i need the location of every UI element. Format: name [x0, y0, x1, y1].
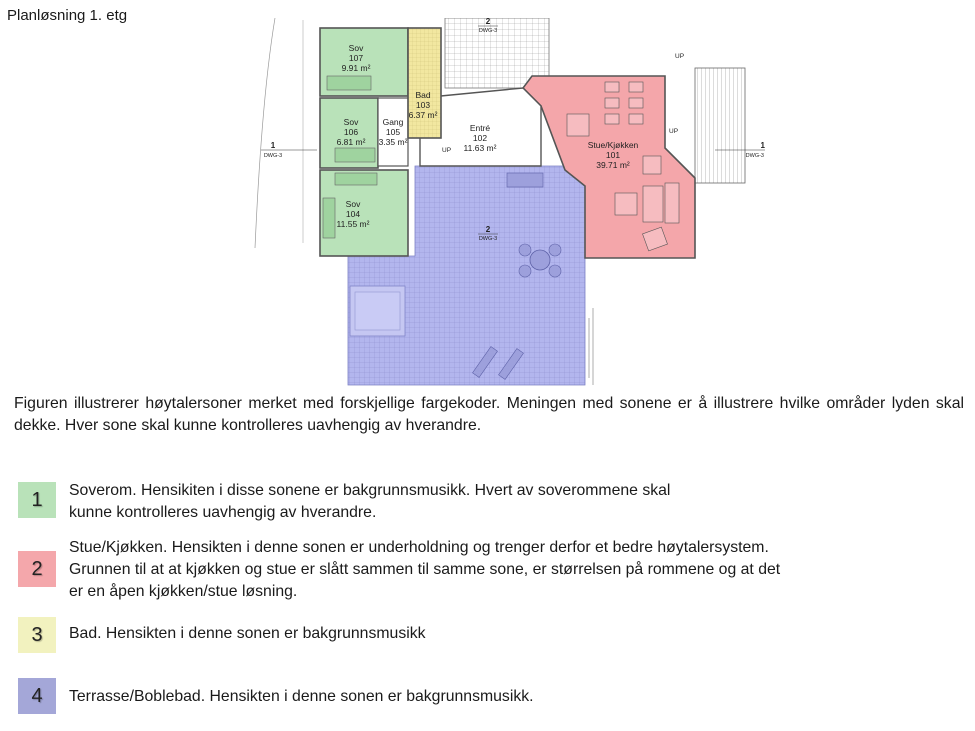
- room-name: Bad: [415, 90, 431, 100]
- zone-text-2: [69, 537, 780, 603]
- bathroom-103: [408, 28, 441, 138]
- zone-2-line-3: er en åpen kjøkken/stue løsning.: [69, 583, 298, 600]
- svg-text:1: 1: [270, 141, 276, 150]
- room-area: 6.81 m²: [336, 137, 366, 147]
- svg-text:1: 1: [760, 141, 765, 150]
- room-area: 39.71 m²: [596, 160, 630, 170]
- section-marker-left: [261, 141, 317, 159]
- room-area: 11.55 m²: [336, 219, 370, 229]
- room-name: Sov: [348, 43, 364, 53]
- zone-swatch-4: 4: [18, 678, 56, 714]
- room-name: Entré: [469, 123, 491, 133]
- room-number: 103: [415, 100, 431, 110]
- room-name: Sov: [345, 199, 361, 209]
- room-number: 106: [343, 127, 359, 137]
- room-area: 6.37 m²: [408, 110, 438, 120]
- right-deck: [695, 68, 745, 183]
- room-number: 105: [385, 127, 401, 137]
- room-name: Sov: [343, 117, 359, 127]
- svg-text:DWG-3: DWG-3: [263, 153, 283, 159]
- room-name: Gang: [382, 117, 404, 127]
- zone-2-line-1: Stue/Kjøkken. Hensikten i denne sonen er underholdning og trenger derfor et bedre høytalersystem.: [69, 539, 769, 556]
- zone-swatch-1: 1: [18, 482, 56, 518]
- floor-plan: [245, 18, 765, 390]
- zone-1-line-2: kunne kontrolleres uavhengig av hverandre.: [69, 504, 377, 521]
- zone-1-line-1: Soverom. Hensikiten i disse sonene er bakgrunnsmusikk. Hvert av soverommene skal: [69, 482, 671, 499]
- zone-3-line-1: Bad. Hensikten i denne sonen er bakgrunnsmusikk: [69, 625, 426, 642]
- room-area: 11.63 m²: [463, 143, 497, 153]
- zone-legend-3: [18, 623, 918, 659]
- zone-swatch-2: 2: [18, 551, 56, 587]
- hot-tub-inner: [355, 292, 400, 330]
- room-number: 107: [348, 53, 364, 63]
- up-marker-top: UP: [675, 53, 685, 60]
- svg-text:DWG-3: DWG-3: [478, 236, 498, 242]
- room-area: 9.91 m²: [341, 63, 371, 73]
- description-paragraph: Figuren illustrerer høytalersoner merket med forskjellige fargekoder. Meningen med sonene er å illustrere hvilke områder lyden skal dekke. Hver sone skal kunne kontrolleres uavhengig av hverandre.: [14, 395, 964, 434]
- zone-legend-1: [18, 480, 918, 528]
- room-number: 101: [605, 150, 621, 160]
- svg-text:2: 2: [485, 225, 491, 234]
- up-marker-entry: UP: [442, 147, 452, 154]
- svg-text:DWG-3: DWG-3: [745, 153, 764, 159]
- page-title: Planløsning 1. etg: [7, 7, 128, 24]
- zone-text-4: [69, 686, 534, 708]
- zone-text-3: [69, 623, 426, 645]
- svg-text:DWG-3: DWG-3: [478, 28, 498, 34]
- svg-text:2: 2: [485, 18, 491, 26]
- zone-legend-4: [18, 686, 918, 722]
- room-area: 3.35 m²: [378, 137, 408, 147]
- zone-4-line-1: Terrasse/Boblebad. Hensikten i denne sonen er bakgrunnsmusikk.: [69, 688, 534, 705]
- room-number: 102: [472, 133, 488, 143]
- zone-swatch-3: 3: [18, 617, 56, 653]
- zone-text-1: [69, 480, 670, 524]
- room-number: 104: [345, 209, 361, 219]
- up-marker-right: UP: [669, 128, 679, 135]
- room-name: Stue/Kjøkken: [587, 140, 639, 150]
- zone-2-line-2: Grunnen til at at kjøkken og stue er slått sammen til samme sone, er størrelsen på rommene og at det: [69, 561, 781, 578]
- zone-legend-2: [18, 537, 918, 607]
